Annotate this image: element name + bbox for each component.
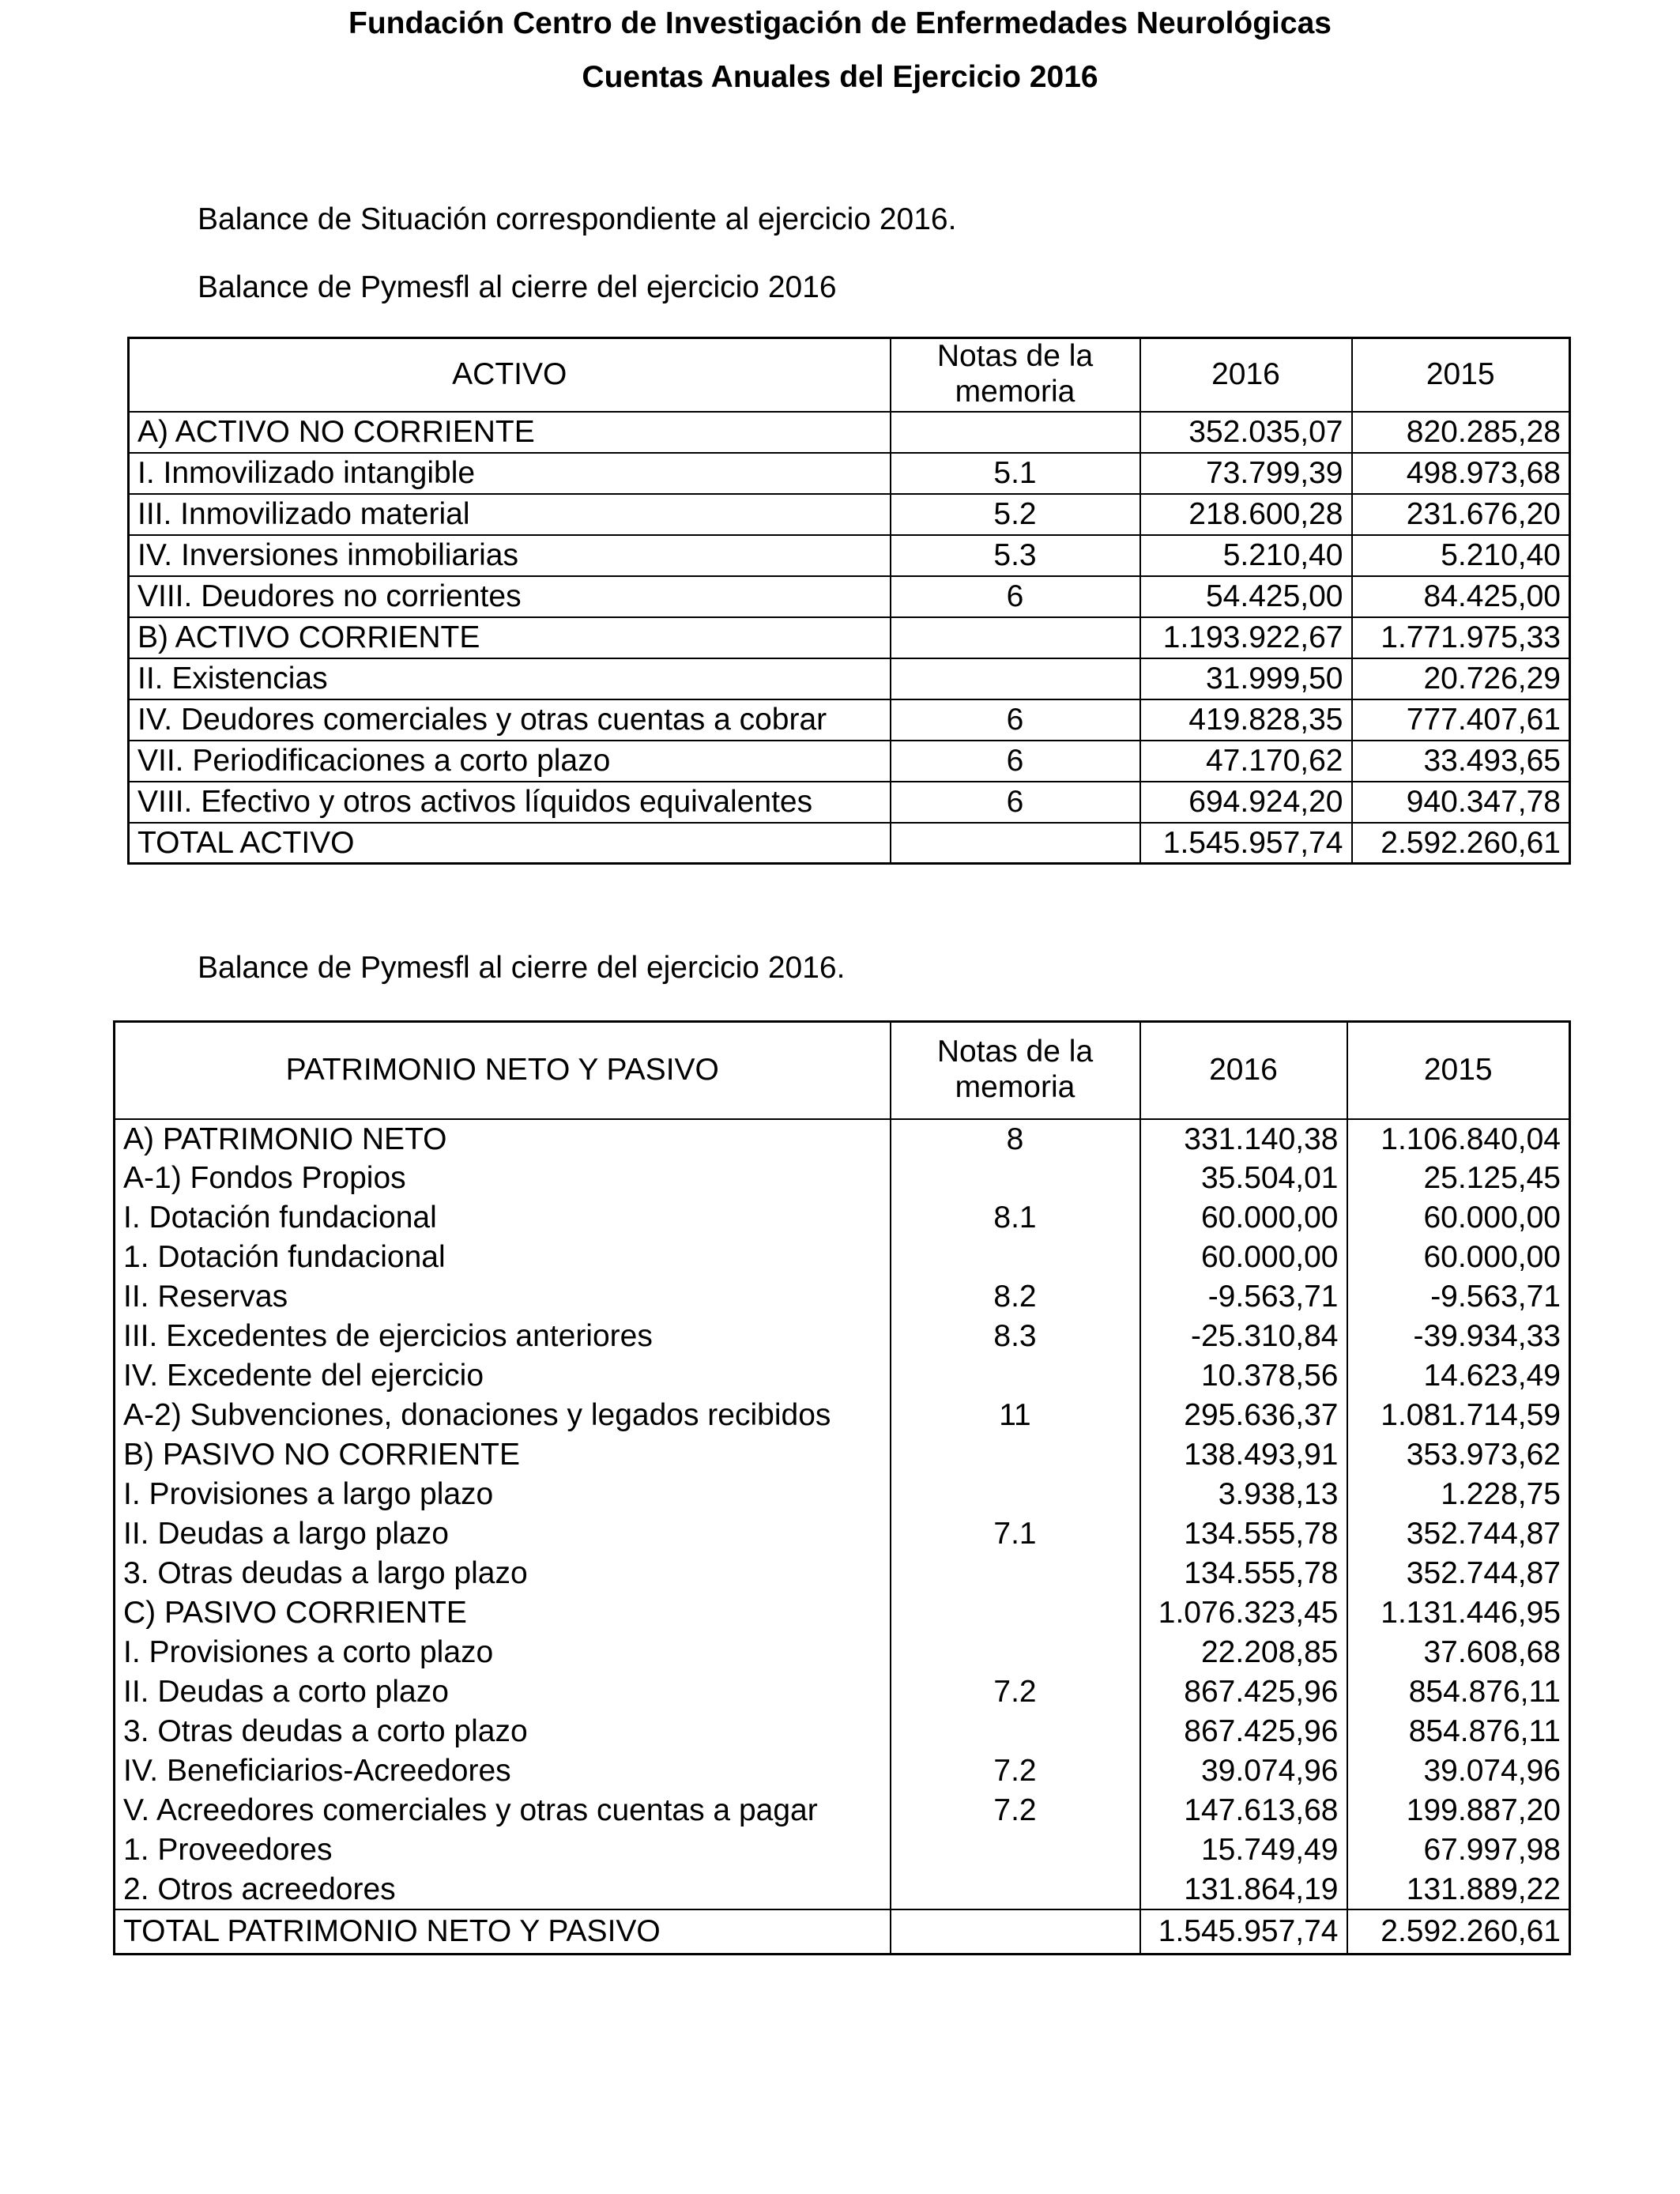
- cell-note: 8: [891, 1119, 1140, 1159]
- cell-note: 7.1: [891, 1514, 1140, 1554]
- cell-2016: 331.140,38: [1140, 1119, 1347, 1159]
- pasivo-total-row: [115, 1909, 1570, 1955]
- cell-2015: 854.876,11: [1347, 1672, 1570, 1712]
- cell-note: 6: [891, 782, 1140, 823]
- cell-note: [891, 1712, 1140, 1751]
- cell-2015: -39.934,33: [1347, 1317, 1570, 1356]
- cell-note: [891, 1633, 1140, 1672]
- table-row: [129, 658, 1570, 699]
- cell-note: 11: [891, 1396, 1140, 1435]
- cell-2016: 1.076.323,45: [1140, 1593, 1347, 1633]
- cell-2015: 37.608,68: [1347, 1633, 1570, 1672]
- table-row: [129, 741, 1570, 782]
- cell-note: [891, 1356, 1140, 1396]
- table-row: [129, 494, 1570, 535]
- activo-table-body: [129, 412, 1570, 864]
- cell-2016: 352.035,07: [1140, 412, 1352, 453]
- cell-2016: 60.000,00: [1140, 1198, 1347, 1238]
- cell-label: II. Deudas a corto plazo: [115, 1672, 891, 1712]
- cell-2015: 498.973,68: [1352, 453, 1570, 494]
- pasivo-header-2016: 2016: [1140, 1022, 1347, 1119]
- pasivo-header-notes-line2: memoria: [955, 1070, 1075, 1105]
- table-row: [115, 1870, 1570, 1909]
- cell-note: [891, 617, 1140, 658]
- cell-note: 6: [891, 576, 1140, 617]
- cell-2016: 35.504,01: [1140, 1159, 1347, 1198]
- cell-note: [891, 1593, 1140, 1633]
- cell-note: 6: [891, 699, 1140, 741]
- pasivo-header-2015: 2015: [1347, 1022, 1570, 1119]
- table-row: [129, 699, 1570, 741]
- cell-2016: 47.170,62: [1140, 741, 1352, 782]
- cell-2015: 5.210,40: [1352, 535, 1570, 576]
- cell-2015: 33.493,65: [1352, 741, 1570, 782]
- cell-label: IV. Excedente del ejercicio: [115, 1356, 891, 1396]
- cell-2015: 25.125,45: [1347, 1159, 1570, 1198]
- table-row: [129, 535, 1570, 576]
- cell-note: [891, 1870, 1140, 1909]
- cell-2016: 138.493,91: [1140, 1435, 1347, 1475]
- cell-2015: 854.876,11: [1347, 1712, 1570, 1751]
- caption-balance-pasivo: Balance de Pymesfl al cierre del ejercicio 2016.: [198, 951, 846, 985]
- cell-2015: 60.000,00: [1347, 1238, 1570, 1277]
- cell-2016: 694.924,20: [1140, 782, 1352, 823]
- table-row: [115, 1159, 1570, 1198]
- cell-2016: 218.600,28: [1140, 494, 1352, 535]
- cell-2016: 22.208,85: [1140, 1633, 1347, 1672]
- activo-header-row: [129, 338, 1570, 412]
- cell-label: VIII. Efectivo y otros activos líquidos equivalentes: [129, 782, 891, 823]
- cell-label: 1. Proveedores: [115, 1830, 891, 1870]
- cell-label: II. Existencias: [129, 658, 891, 699]
- table-row: [115, 1554, 1570, 1593]
- activo-header-2015: 2015: [1352, 338, 1570, 412]
- cell-note: [891, 1475, 1140, 1514]
- cell-label: II. Reservas: [115, 1277, 891, 1317]
- cell-2015: 2.592.260,61: [1347, 1909, 1570, 1955]
- cell-2015: 940.347,78: [1352, 782, 1570, 823]
- table-row: [115, 1277, 1570, 1317]
- cell-2016: 3.938,13: [1140, 1475, 1347, 1514]
- pasivo-header-row: [115, 1022, 1570, 1119]
- table-row: [115, 1633, 1570, 1672]
- cell-label: A) ACTIVO NO CORRIENTE: [129, 412, 891, 453]
- activo-header-notes: [891, 338, 1140, 412]
- pasivo-header-notes: [891, 1022, 1140, 1119]
- pasivo-header-concept: PATRIMONIO NETO Y PASIVO: [115, 1022, 891, 1119]
- table-row: [115, 1435, 1570, 1475]
- table-row: [129, 453, 1570, 494]
- table-row: [115, 1712, 1570, 1751]
- cell-2015: 84.425,00: [1352, 576, 1570, 617]
- cell-note: [891, 1159, 1140, 1198]
- table-row: [129, 576, 1570, 617]
- activo-header-notes-line1: Notas de la: [936, 339, 1094, 374]
- table-row: [115, 1119, 1570, 1159]
- cell-2015: 352.744,87: [1347, 1514, 1570, 1554]
- pasivo-table: [113, 1020, 1571, 1955]
- table-row: [129, 823, 1570, 864]
- cell-2015: 14.623,49: [1347, 1356, 1570, 1396]
- cell-2016: 31.999,50: [1140, 658, 1352, 699]
- cell-label: I. Provisiones a corto plazo: [115, 1633, 891, 1672]
- cell-label: A) PATRIMONIO NETO: [115, 1119, 891, 1159]
- cell-2016: 60.000,00: [1140, 1238, 1347, 1277]
- cell-2016: 295.636,37: [1140, 1396, 1347, 1435]
- cell-note: 6: [891, 741, 1140, 782]
- cell-2016: 5.210,40: [1140, 535, 1352, 576]
- cell-label: 3. Otras deudas a largo plazo: [115, 1554, 891, 1593]
- table-row: [115, 1475, 1570, 1514]
- cell-2016: 1.545.957,74: [1140, 823, 1352, 864]
- activo-header-notes-line2: memoria: [955, 375, 1075, 409]
- cell-label: TOTAL PATRIMONIO NETO Y PASIVO: [115, 1909, 891, 1955]
- table-row: [115, 1514, 1570, 1554]
- table-row: [115, 1317, 1570, 1356]
- cell-2016: 134.555,78: [1140, 1514, 1347, 1554]
- cell-2015: 60.000,00: [1347, 1198, 1570, 1238]
- document-title: Fundación Centro de Investigación de Enfermedades Neurológicas: [348, 6, 1332, 40]
- cell-note: 5.2: [891, 494, 1140, 535]
- cell-note: 7.2: [891, 1791, 1140, 1830]
- cell-note: [891, 823, 1140, 864]
- cell-note: [891, 1238, 1140, 1277]
- cell-note: 8.1: [891, 1198, 1140, 1238]
- cell-label: III. Excedentes de ejercicios anteriores: [115, 1317, 891, 1356]
- cell-2015: 20.726,29: [1352, 658, 1570, 699]
- cell-label: C) PASIVO CORRIENTE: [115, 1593, 891, 1633]
- table-row: [129, 617, 1570, 658]
- cell-note: 8.2: [891, 1277, 1140, 1317]
- cell-2015: 199.887,20: [1347, 1791, 1570, 1830]
- cell-2016: 54.425,00: [1140, 576, 1352, 617]
- cell-2015: 820.285,28: [1352, 412, 1570, 453]
- activo-table: [127, 337, 1571, 865]
- table-row: [115, 1751, 1570, 1791]
- cell-label: IV. Beneficiarios-Acreedores: [115, 1751, 891, 1791]
- cell-2016: 10.378,56: [1140, 1356, 1347, 1396]
- cell-label: V. Acreedores comerciales y otras cuentas a pagar: [115, 1791, 891, 1830]
- cell-label: IV. Inversiones inmobiliarias: [129, 535, 891, 576]
- cell-2016: 1.193.922,67: [1140, 617, 1352, 658]
- cell-2015: 131.889,22: [1347, 1870, 1570, 1909]
- cell-2016: 134.555,78: [1140, 1554, 1347, 1593]
- table-row: [129, 412, 1570, 453]
- activo-header-concept: ACTIVO: [129, 338, 891, 412]
- table-row: [129, 782, 1570, 823]
- cell-note: [891, 1830, 1140, 1870]
- table-row: [115, 1396, 1570, 1435]
- cell-label: TOTAL ACTIVO: [129, 823, 891, 864]
- caption-balance-situacion: Balance de Situación correspondiente al ejercicio 2016.: [198, 202, 957, 236]
- cell-2015: 67.997,98: [1347, 1830, 1570, 1870]
- cell-note: [891, 658, 1140, 699]
- cell-2016: 867.425,96: [1140, 1712, 1347, 1751]
- table-row: [115, 1593, 1570, 1633]
- pasivo-table-body: [115, 1119, 1570, 1909]
- cell-label: I. Inmovilizado intangible: [129, 453, 891, 494]
- cell-note: [891, 1554, 1140, 1593]
- cell-label: 3. Otras deudas a corto plazo: [115, 1712, 891, 1751]
- table-row: [115, 1791, 1570, 1830]
- cell-2015: -9.563,71: [1347, 1277, 1570, 1317]
- cell-2015: 2.592.260,61: [1352, 823, 1570, 864]
- cell-2016: 147.613,68: [1140, 1791, 1347, 1830]
- document-subtitle: Cuentas Anuales del Ejercicio 2016: [582, 60, 1098, 94]
- cell-2015: 777.407,61: [1352, 699, 1570, 741]
- cell-label: I. Dotación fundacional: [115, 1198, 891, 1238]
- cell-note: 5.1: [891, 453, 1140, 494]
- activo-header-2016: 2016: [1140, 338, 1352, 412]
- cell-2016: 15.749,49: [1140, 1830, 1347, 1870]
- cell-2016: 73.799,39: [1140, 453, 1352, 494]
- caption-balance-activo: Balance de Pymesfl al cierre del ejercicio 2016: [198, 270, 837, 304]
- cell-2015: 1.228,75: [1347, 1475, 1570, 1514]
- cell-label: 2. Otros acreedores: [115, 1870, 891, 1909]
- cell-2016: 131.864,19: [1140, 1870, 1347, 1909]
- cell-2015: 1.131.446,95: [1347, 1593, 1570, 1633]
- cell-note: [891, 1909, 1140, 1955]
- cell-2016: -9.563,71: [1140, 1277, 1347, 1317]
- table-row: [115, 1672, 1570, 1712]
- cell-label: B) ACTIVO CORRIENTE: [129, 617, 891, 658]
- table-row: [115, 1238, 1570, 1277]
- table-row: [115, 1830, 1570, 1870]
- cell-2016: 867.425,96: [1140, 1672, 1347, 1712]
- cell-2015: 352.744,87: [1347, 1554, 1570, 1593]
- table-row: [115, 1356, 1570, 1396]
- cell-2015: 1.081.714,59: [1347, 1396, 1570, 1435]
- pasivo-header-notes-line1: Notas de la: [936, 1035, 1094, 1069]
- cell-note: 8.3: [891, 1317, 1140, 1356]
- cell-label: VII. Periodificaciones a corto plazo: [129, 741, 891, 782]
- cell-2015: 231.676,20: [1352, 494, 1570, 535]
- cell-2016: 39.074,96: [1140, 1751, 1347, 1791]
- cell-label: III. Inmovilizado material: [129, 494, 891, 535]
- cell-note: [891, 412, 1140, 453]
- cell-2015: 353.973,62: [1347, 1435, 1570, 1475]
- cell-2015: 39.074,96: [1347, 1751, 1570, 1791]
- cell-2015: 1.106.840,04: [1347, 1119, 1570, 1159]
- cell-2016: -25.310,84: [1140, 1317, 1347, 1356]
- cell-2016: 1.545.957,74: [1140, 1909, 1347, 1955]
- cell-label: IV. Deudores comerciales y otras cuentas a cobrar: [129, 699, 891, 741]
- cell-label: A-1) Fondos Propios: [115, 1159, 891, 1198]
- cell-label: 1. Dotación fundacional: [115, 1238, 891, 1277]
- cell-note: 7.2: [891, 1672, 1140, 1712]
- cell-label: II. Deudas a largo plazo: [115, 1514, 891, 1554]
- cell-label: B) PASIVO NO CORRIENTE: [115, 1435, 891, 1475]
- cell-note: [891, 1435, 1140, 1475]
- cell-label: I. Provisiones a largo plazo: [115, 1475, 891, 1514]
- cell-note: 5.3: [891, 535, 1140, 576]
- cell-2016: 419.828,35: [1140, 699, 1352, 741]
- cell-label: A-2) Subvenciones, donaciones y legados recibidos: [115, 1396, 891, 1435]
- cell-label: VIII. Deudores no corrientes: [129, 576, 891, 617]
- cell-note: 7.2: [891, 1751, 1140, 1791]
- table-row: [115, 1198, 1570, 1238]
- cell-2015: 1.771.975,33: [1352, 617, 1570, 658]
